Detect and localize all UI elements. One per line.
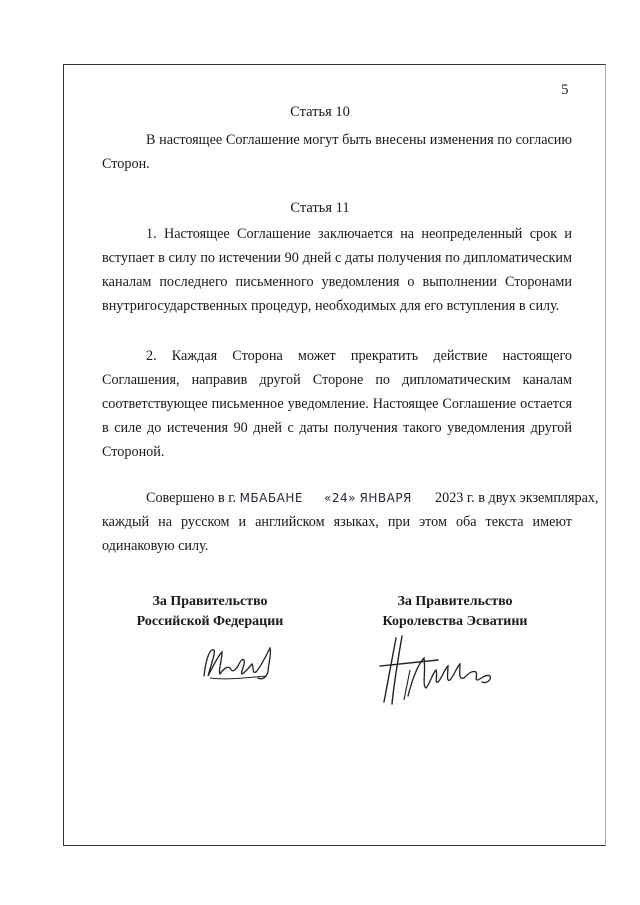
article-10-heading: Статья 10 <box>290 104 350 120</box>
done-year: 2023 г. в двух экземплярах, <box>435 490 599 506</box>
done-prefix: Совершено в г. <box>146 490 237 506</box>
page-number: 5 <box>561 82 569 98</box>
article-11-paragraph-1: 1. Настоящее Соглашение заключается на неопределенный срок и вступает в силу по истечении 90 дней с даты получения по дипломатическим каналам последнего письменного уведомления о выполнении Сторонами внутригосударственных процедур, необходимых для его вступления в силу. <box>102 226 572 314</box>
left-signatory-block <box>115 592 305 632</box>
left-signature <box>196 638 286 688</box>
right-signatory-line-1: За Правительство <box>397 594 513 609</box>
done-line-1 <box>102 486 599 510</box>
right-signature <box>368 630 508 710</box>
left-signatory-line-1: За Правительство <box>152 594 268 609</box>
done-clause <box>102 486 599 558</box>
handwritten-day: «24» <box>324 491 356 505</box>
article-11-heading: Статья 11 <box>290 200 350 216</box>
article-10-text: В настоящее Соглашение могут быть внесены изменения по согласию Сторон. <box>102 132 572 172</box>
done-rest: каждый на русском и английском языках, при этом оба текста имеют одинаковую силу. <box>102 514 572 554</box>
article-11-paragraph-2: 2. Каждая Сторона может прекратить действие настоящего Соглашения, направив другой Стороне по дипломатическим каналам соответствующее письменное уведомление. Настоящее Соглашение остается в силе до истечения 90 дней с даты получения такого уведомления другой Стороной. <box>102 348 572 460</box>
left-signatory-line-2: Российской Федерации <box>136 614 284 629</box>
handwritten-month: ЯНВАРЯ <box>359 491 412 505</box>
right-signatory-block <box>360 592 550 632</box>
right-signatory-line-2: Королевства Эсватини <box>382 614 528 629</box>
handwritten-city: МБАБАНЕ <box>239 491 303 505</box>
